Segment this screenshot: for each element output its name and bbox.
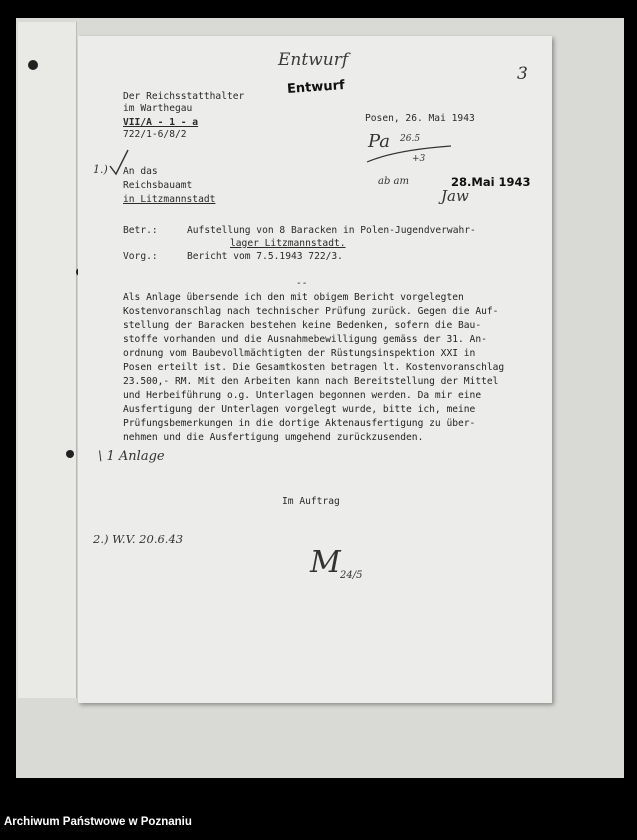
- body-line: und Herbeiführung o.g. Unterlagen begonnen werden. Da mir eine: [123, 390, 482, 401]
- body-line: 23.500,- RM. Mit den Arbeiten kann nach Bereitstellung der Mittel: [123, 376, 499, 387]
- body-line: Prüfungsbemerkungen in die dortige Aktenausfertigung zu über-: [123, 418, 476, 429]
- vorg-label: Vorg.:: [123, 251, 158, 262]
- betr-text-1: Aufstellung von 8 Baracken in Polen-Jugendverwahr-: [187, 225, 476, 236]
- recipient-line-2: Reichsbauamt: [123, 180, 193, 191]
- body-line: nehmen und die Ausfertigung umgehend zurückzusenden.: [123, 432, 424, 443]
- body-line: Kostenvoranschlag nach technischer Prüfung zurück. Gegen die Auf-: [123, 306, 499, 317]
- vorg-text: Bericht vom 7.5.1943 722/3.: [187, 251, 343, 262]
- recipient-line-1: An das: [123, 166, 158, 177]
- initials-top-date: 26.5: [400, 134, 421, 144]
- body-line: ordnung vom Baubevollmächtigten der Rüstungsinspektion XXI in: [123, 348, 476, 359]
- initials-top: Pa: [368, 131, 391, 152]
- sent-initials: Jaw: [441, 187, 469, 205]
- left-paper-strip: [18, 22, 77, 698]
- signature-date: 24/5: [340, 570, 363, 581]
- entwurf-stamp: Entwurf: [286, 78, 346, 97]
- punch-hole: [28, 60, 38, 70]
- item-2-follow-up: 2.) W.V. 20.6.43: [93, 532, 184, 546]
- reference-number: VII/A - 1 - a: [123, 117, 199, 128]
- betr-text-2: lager Litzmannstadt.: [230, 238, 346, 249]
- body-line: Als Anlage übersende ich den mit obigem Bericht vorgelegten: [123, 292, 464, 303]
- place-and-date: Posen, 26. Mai 1943: [365, 113, 475, 124]
- sender-line-2: im Warthegau: [123, 103, 193, 114]
- body-line: Posen erteilt ist. Die Gesamtkosten betragen lt. Kostenvoranschlag: [123, 362, 505, 373]
- page-number: 3: [517, 64, 528, 84]
- item-1-marker: 1.): [93, 163, 108, 176]
- body-line: stoffe vorhanden und die Ausnahmebewilligung gemäss der 31. An-: [123, 334, 487, 345]
- body-line: Ausfertigung der Unterlagen vorgelegt wurde, bitte ich, meine: [123, 404, 476, 415]
- sent-note: ab am: [378, 176, 409, 187]
- body-line: stellung der Baracken bestehen keine Bedenken, sofern die Bau-: [123, 320, 482, 331]
- entwurf-handwritten: Entwurf: [278, 50, 349, 70]
- date-stamp: 28.Mai 1943: [451, 175, 531, 189]
- initials-stroke: [365, 140, 455, 170]
- sender-line-1: Der Reichsstatthalter: [123, 91, 245, 102]
- betr-label: Betr.:: [123, 225, 158, 236]
- initials-top-sub: +3: [412, 154, 426, 164]
- recipient-line-3: in Litzmannstadt: [123, 194, 216, 205]
- margin-note: \ 1 Anlage: [98, 449, 165, 464]
- closing: Im Auftrag: [282, 496, 340, 507]
- separator: --: [296, 278, 308, 289]
- archive-footer: Archiwum Państwowe w Poznaniu: [4, 816, 192, 828]
- reference-file-number: 722/1-6/8/2: [123, 129, 187, 140]
- punch-hole: [66, 450, 74, 458]
- signature: M: [310, 545, 341, 580]
